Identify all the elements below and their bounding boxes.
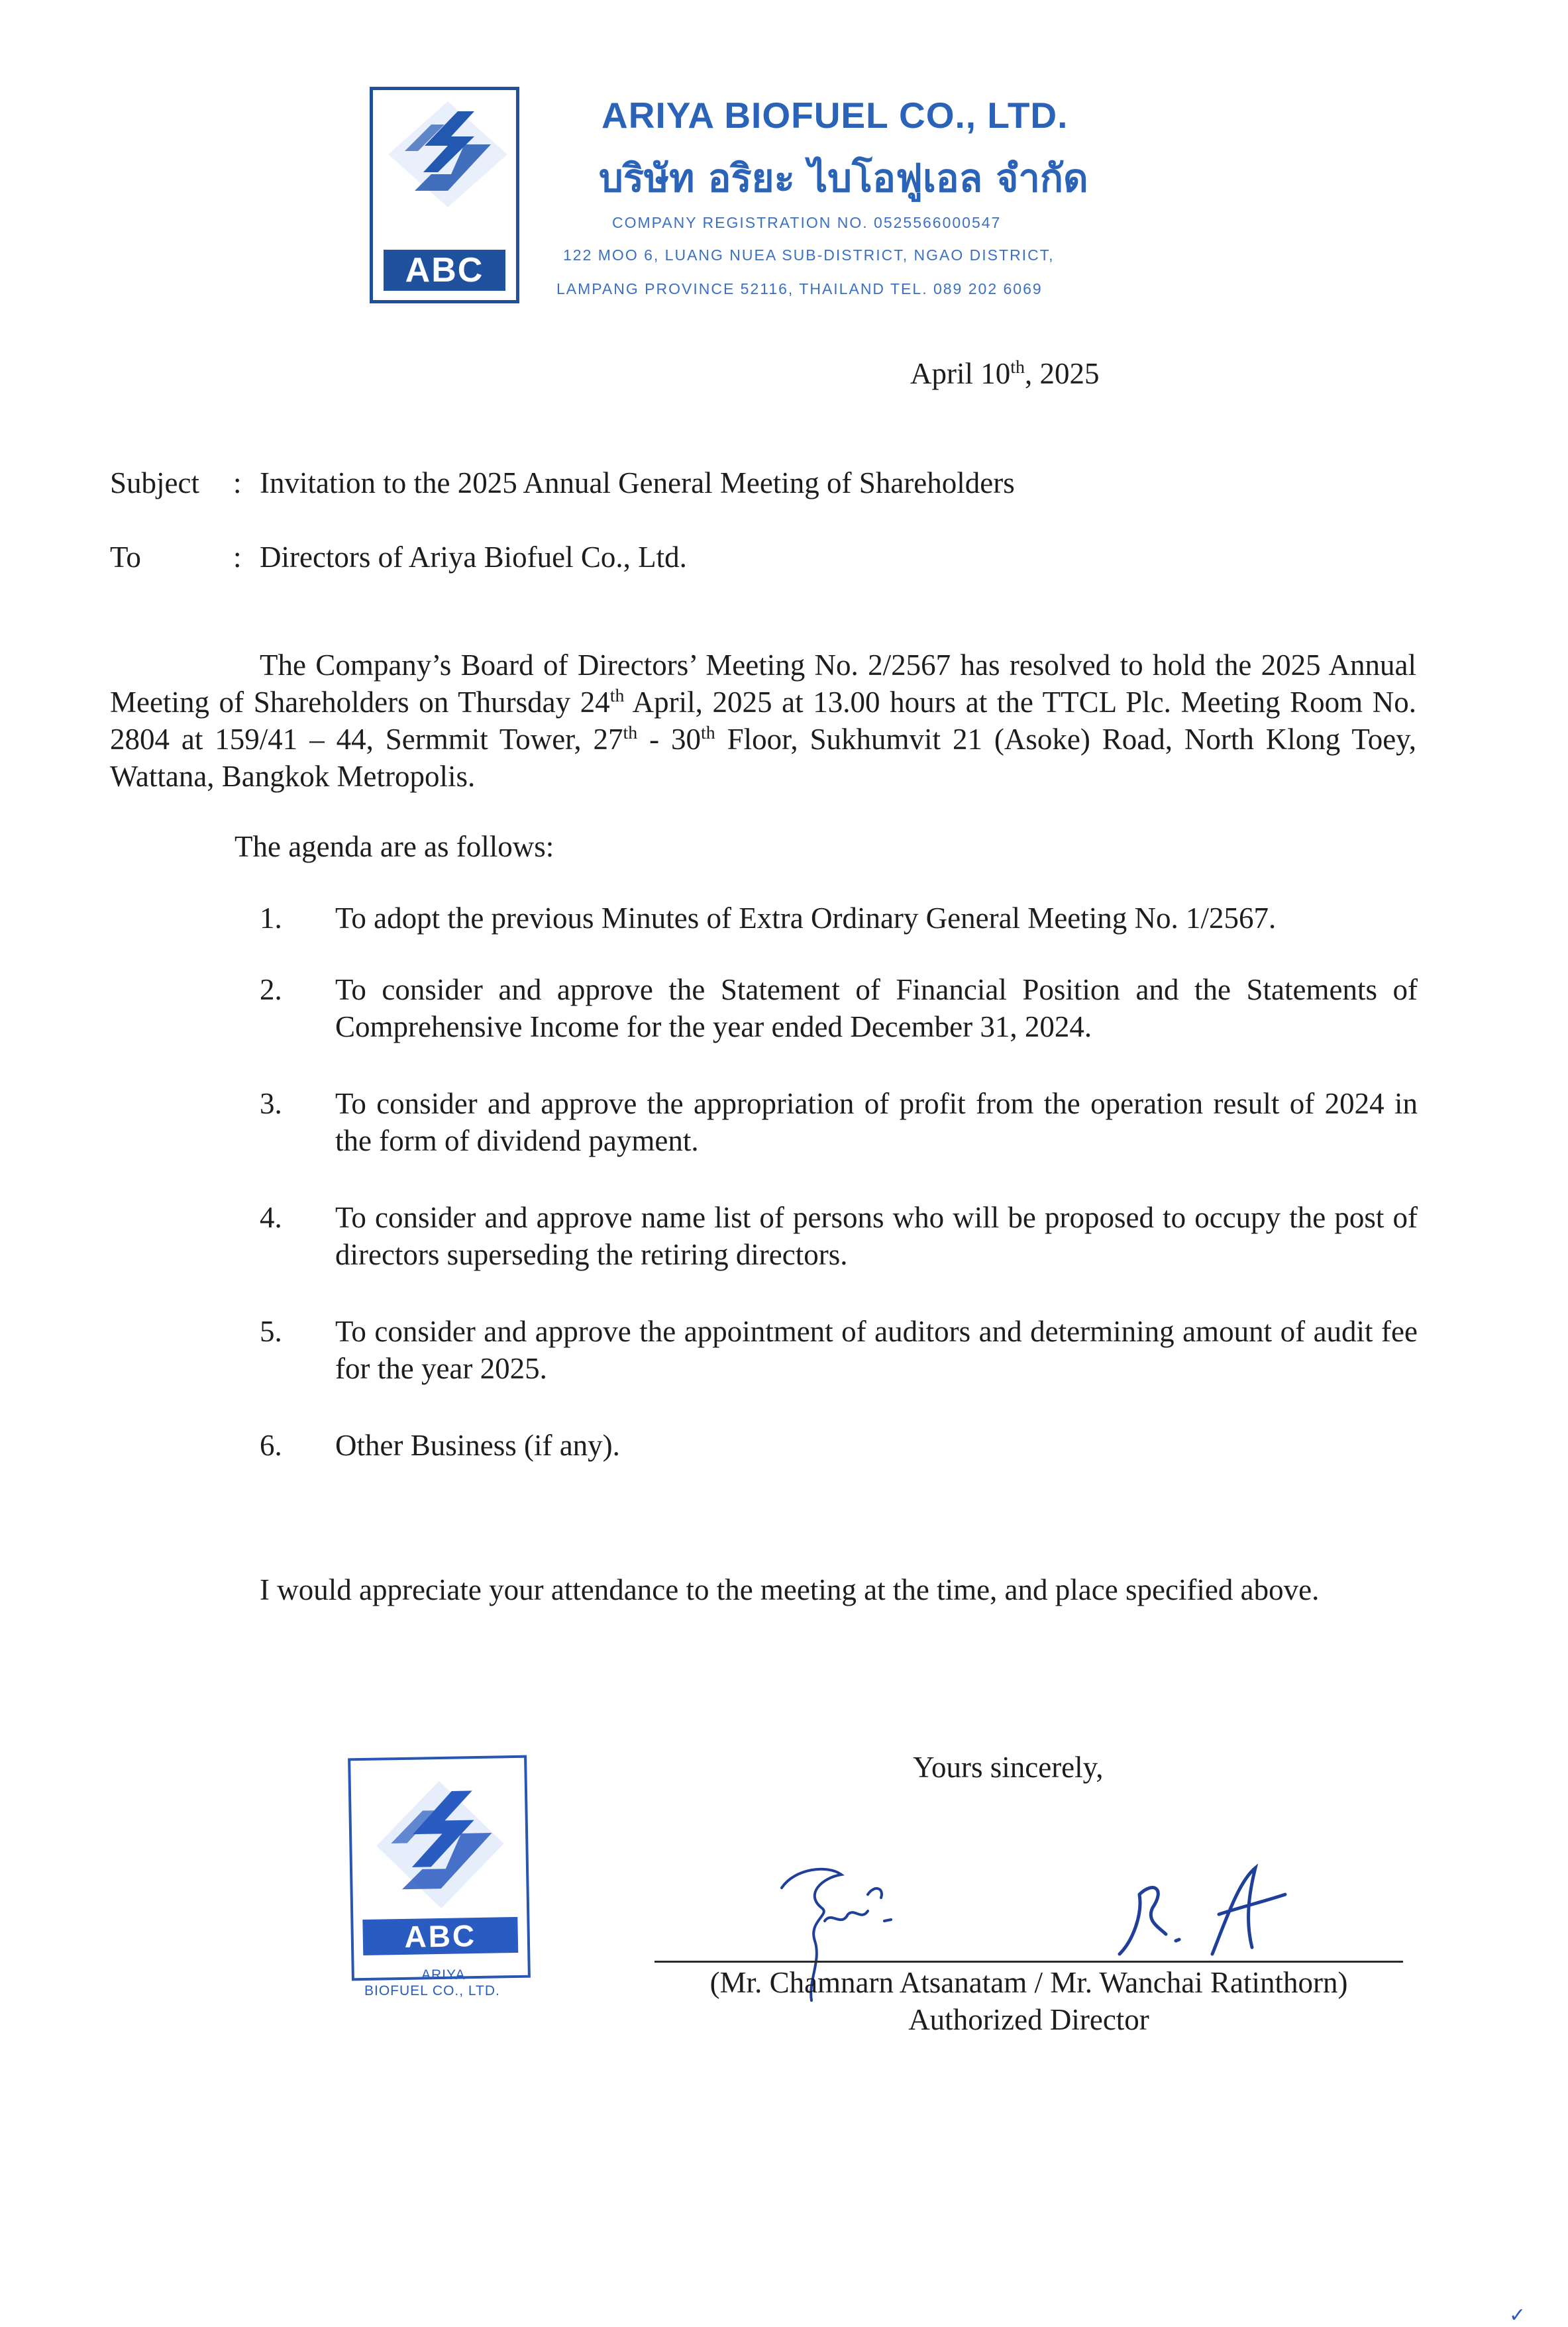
intro-paragraph: The Company’s Board of Directors’ Meeting No. 2/2567 has resolved to hold the 2025 Annual Meeting of Shareholders on Thursday 24th April, 2025 at 13.00 hours at the TTCL Plc. Meeting Room No. 2804 at 159/41 – 44, Sermmit Tower, 27th - 30th Floor, Sukhumvit 21 (Asoke) Road, North Klong Toey, Wattana, Bangkok Metropolis.	[110, 648, 1417, 793]
company-address-line1: 122 MOO 6, LUANG NUEA SUB-DISTRICT, NGAO DISTRICT,	[563, 246, 1055, 264]
agenda-lead: The agenda are as follows:	[235, 830, 554, 863]
agenda-number: 4.	[260, 1201, 282, 1234]
subject-colon: :	[233, 466, 242, 499]
company-registration: COMPANY REGISTRATION NO. 0525566000547	[612, 214, 1002, 231]
agenda-number: 6.	[260, 1429, 282, 1462]
agenda-item: To consider and approve the appointment of auditors and determining amount of audit fee for the year 2025.	[335, 1315, 1418, 1385]
agenda-number: 3.	[260, 1087, 282, 1120]
to-label: To	[110, 541, 141, 574]
company-logo	[370, 87, 519, 303]
company-stamp	[348, 1755, 531, 1981]
logo-abc-label: ABC	[384, 250, 505, 291]
stamp-text-line2: BIOFUEL CO., LTD.	[364, 1983, 500, 1998]
signatory-role: Authorized Director	[908, 2003, 1149, 2036]
agenda-number: 2.	[260, 973, 282, 1006]
company-name-thai: บริษัท อริยะ ไบโอฟูเอล จำกัด	[599, 156, 1088, 201]
agenda-item: Other Business (if any).	[335, 1429, 620, 1462]
agenda-number: 1.	[260, 902, 282, 935]
stamp-emblem-icon	[370, 1774, 511, 1916]
signature-wanchai-icon	[1113, 1855, 1298, 1967]
signature-line	[654, 1961, 1403, 1963]
agenda-item: To adopt the previous Minutes of Extra Ordinary General Meeting No. 1/2567.	[335, 902, 1277, 935]
letter-date: April 10th, 2025	[910, 357, 1100, 390]
agenda-number: 5.	[260, 1315, 282, 1348]
signatory-names: (Mr. Chamnarn Atsanatam / Mr. Wanchai Ratinthorn)	[709, 1966, 1348, 1999]
stamp-abc-label: ABC	[362, 1917, 518, 1955]
closing-paragraph: I would appreciate your attendance to the meeting at the time, and place specified above.	[260, 1573, 1320, 1606]
subject-label: Subject	[110, 466, 199, 499]
company-name: ARIYA BIOFUEL CO., LTD.	[601, 95, 1069, 136]
agenda-item: To consider and approve the Statement of Financial Position and the Statements of Comprehensive Income for the year ended December 31, 2024.	[335, 973, 1418, 1043]
agenda-item: To consider and approve name list of persons who will be proposed to occupy the post of directors superseding the retiring directors.	[335, 1201, 1418, 1271]
company-address-line2: LAMPANG PROVINCE 52116, THAILAND TEL. 089 202 6069	[556, 280, 1043, 297]
stamp-text-line1: ARIYA	[421, 1967, 466, 1983]
initials-mark-icon: ✓	[1509, 2304, 1526, 2327]
subject-value: Invitation to the 2025 Annual General Meeting of Shareholders	[260, 466, 1015, 499]
signoff: Yours sincerely,	[913, 1751, 1104, 1784]
agenda-item: To consider and approve the appropriation of profit from the operation result of 2024 in the form of dividend payment.	[335, 1087, 1418, 1157]
logo-emblem-icon	[385, 98, 511, 211]
to-value: Directors of Ariya Biofuel Co., Ltd.	[260, 541, 687, 574]
to-colon: :	[233, 541, 242, 574]
